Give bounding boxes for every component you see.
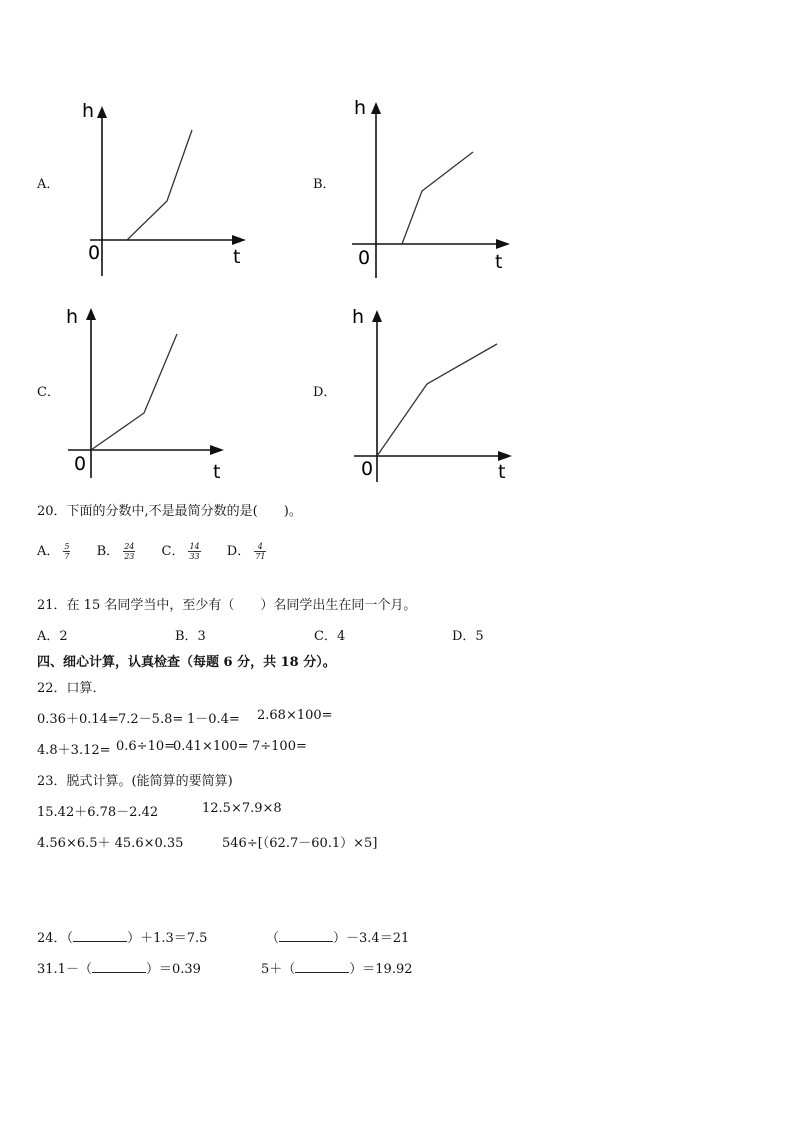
- q21-option-a[interactable]: A．2: [37, 629, 68, 644]
- graph-c-y-label: h: [66, 306, 79, 328]
- graph-c-line: [91, 334, 177, 450]
- graph-a-x-arrow: [232, 235, 246, 245]
- q24-blank-3[interactable]: [92, 961, 146, 973]
- graph-option-a-label: A．: [37, 177, 60, 192]
- graph-a-y-label: h: [82, 100, 95, 122]
- graph-c-origin: 0: [74, 453, 87, 475]
- q20-option-c[interactable]: [162, 540, 201, 561]
- q24-blank-1[interactable]: [73, 930, 127, 942]
- graph-b-origin: 0: [358, 247, 371, 269]
- q24-item-3-open: 31.1－（: [37, 962, 92, 977]
- fraction-denominator: 23: [124, 552, 135, 561]
- fraction: [123, 542, 135, 561]
- fraction: [188, 542, 200, 561]
- q24-item-4-rest: ）＝19.92: [349, 962, 413, 977]
- graph-d-line: [377, 344, 497, 456]
- q24-item-1-rest: ）＋1.3＝7.5: [127, 931, 208, 946]
- q24-item-1: [37, 927, 207, 946]
- section-4-heading: 四、细心计算，认真检查（每题 6 分，共 18 分）。: [37, 655, 336, 670]
- q24-item-1-open: （: [66, 931, 74, 946]
- q24-item-4: [261, 958, 413, 977]
- q20-option-b[interactable]: [97, 540, 136, 561]
- graph-a-line: [127, 130, 192, 240]
- graph-a-y-arrow: [97, 106, 107, 118]
- fraction-numerator: 24: [124, 542, 135, 551]
- q24-item-2-rest: ）－3.4＝21: [333, 931, 410, 946]
- q23-item-2: 12.5×7.9×8: [202, 801, 282, 816]
- q23-item-4: 546÷[（62.7－60.1）×5]: [222, 836, 378, 851]
- fraction: [254, 542, 266, 561]
- q22-item-7: 0.41×100=: [173, 739, 249, 754]
- fraction-denominator: 71: [255, 552, 266, 561]
- graph-c-x-arrow: [210, 445, 224, 455]
- fraction-denominator: 7: [64, 552, 70, 561]
- graph-option-d-label: D．: [313, 385, 337, 400]
- graph-option-c-label: C．: [37, 385, 60, 400]
- q22-title: 22．口算．: [37, 681, 106, 696]
- q22-item-5: 4.8＋3.12=: [37, 743, 111, 758]
- q23-item-3: 4.56×6.5＋ 45.6×0.35: [37, 836, 184, 851]
- q21-option-d[interactable]: D．5: [452, 629, 484, 644]
- q21-option-b[interactable]: B．3: [175, 629, 206, 644]
- q20-stem: 20．下面的分数中,不是最简分数的是( )。: [37, 504, 302, 519]
- graph-a-x-label: t: [233, 246, 241, 268]
- graph-d: [350, 302, 530, 482]
- q21-option-c[interactable]: C．4: [314, 629, 346, 644]
- q24-item-2: [266, 927, 409, 946]
- q24-item-3: [37, 958, 201, 977]
- fraction-denominator: 33: [189, 552, 200, 561]
- fraction-numerator: 4: [254, 542, 266, 552]
- q22-item-6: 0.6÷10=: [116, 739, 176, 754]
- graph-b: [352, 96, 532, 276]
- q23-item-1: 15.42＋6.78－2.42: [37, 805, 159, 820]
- graph-b-y-label: h: [354, 97, 367, 119]
- q22-item-4: 2.68×100=: [257, 708, 333, 723]
- graph-c: [64, 302, 244, 482]
- q20-option-d[interactable]: [227, 540, 267, 561]
- graph-c-y-arrow: [86, 308, 96, 320]
- q21-stem: 21．在 15 名同学当中，至少有（ ）名同学出生在同一个月。: [37, 598, 417, 613]
- fraction-numerator: 14: [189, 542, 200, 551]
- q22-item-8: 7÷100=: [252, 739, 307, 754]
- q24-item-3-rest: ）＝0.39: [145, 962, 201, 977]
- q24-item-2-open: （: [266, 931, 280, 946]
- q24-number: 24．: [37, 931, 67, 946]
- q24-blank-4[interactable]: [295, 961, 349, 973]
- graph-c-x-label: t: [213, 461, 221, 483]
- graph-option-b-label: B．: [313, 177, 336, 192]
- graph-d-x-arrow: [498, 451, 512, 461]
- graph-d-origin: 0: [361, 458, 374, 480]
- q23-title: 23．脱式计算。(能简算的要简算): [37, 774, 233, 789]
- q20-option-c-prefix: C．: [161, 544, 185, 559]
- fraction: [63, 542, 70, 561]
- q20-option-b-prefix: B．: [96, 544, 120, 559]
- q20-option-d-prefix: D．: [226, 544, 251, 559]
- q20-option-a-prefix: A．: [37, 544, 60, 559]
- q24-item-4-open: 5＋（: [261, 962, 296, 977]
- q22-item-2: 7.2－5.8=: [118, 712, 184, 727]
- q20-options: [37, 540, 288, 561]
- graph-a-origin: 0: [88, 242, 101, 264]
- graph-d-y-arrow: [372, 310, 382, 322]
- q22-item-3: 1－0.4=: [187, 712, 240, 727]
- graph-b-y-arrow: [371, 102, 381, 114]
- graph-a: [80, 96, 260, 276]
- q22-item-1: 0.36＋0.14=: [37, 712, 119, 727]
- graph-b-x-label: t: [495, 251, 503, 273]
- q20-option-a[interactable]: [37, 540, 70, 561]
- graph-b-line: [402, 152, 473, 244]
- fraction-numerator: 5: [64, 542, 70, 551]
- graph-d-x-label: t: [498, 461, 506, 483]
- graph-d-y-label: h: [352, 306, 365, 328]
- graph-b-x-arrow: [496, 239, 510, 249]
- q24-blank-2[interactable]: [279, 930, 333, 942]
